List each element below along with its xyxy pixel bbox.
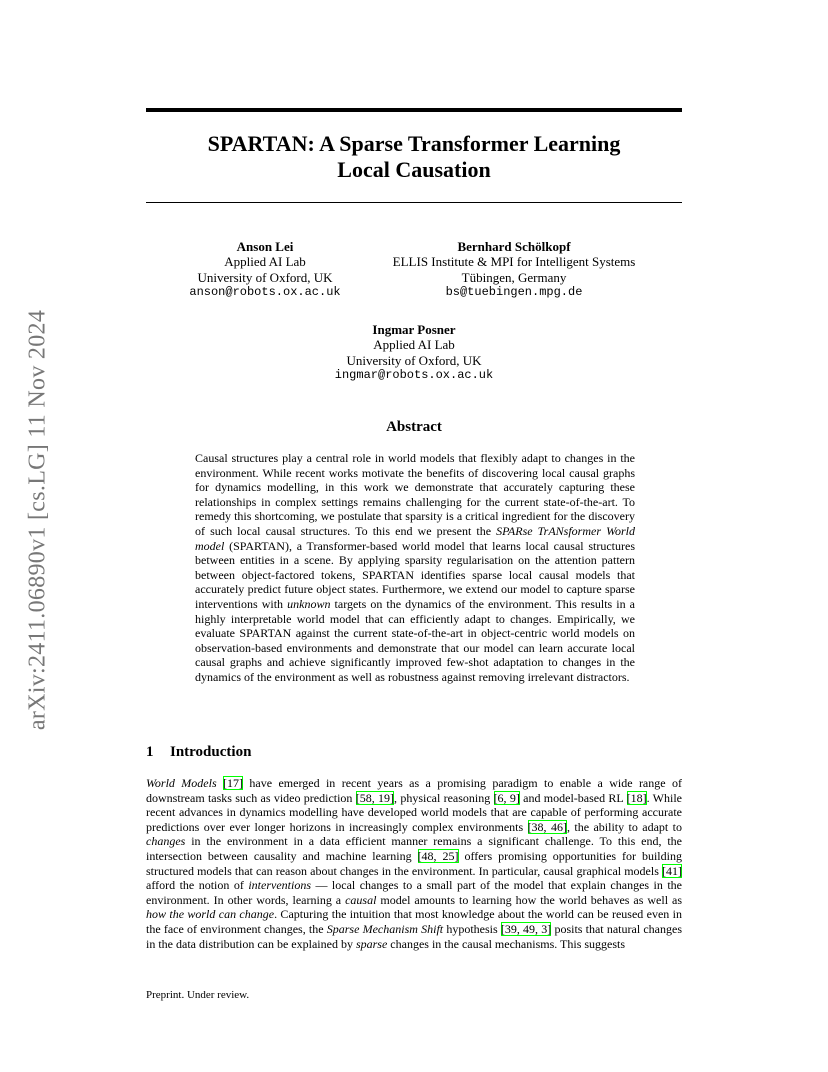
abstract-text: Causal structures play a central role in world models that flexibly adapt to changes in the environment. While recent works motivate the benefits of discovering local causal graphs for dynamics modelling, in this work we demonstrate that accurately capturing these relationships in complex settings remains challenging for the current state-of-the-art. To remedy this shortcoming, we postulate that sparsity is a critical ingredient for the discovery of such local causal structures. To this end we present the bbox=[195, 451, 635, 538]
author-email: ingmar@robots.ox.ac.uk bbox=[334, 367, 494, 382]
intro-text: , the ability to adapt to bbox=[566, 819, 682, 834]
abstract-text: (SPARTAN), a Transformer-based world model that learns local causal structures between entities in a scene. By applying sparsity regularisation on the attention pattern between object-factored tokens, SPARTAN identifies sparse local causal models that accurately predict future object states. Furthermore, we extend our model to capture sparse interventions with bbox=[195, 538, 635, 611]
citation-link[interactable]: [58, 19] bbox=[355, 790, 395, 805]
section-title: Introduction bbox=[170, 744, 252, 760]
author-affiliation: University of Oxford, UK bbox=[197, 269, 333, 285]
intro-emphasis: Sparse Mechanism Shift bbox=[326, 921, 444, 936]
citation-link[interactable]: [6, 9] bbox=[493, 790, 520, 805]
intro-text: have emerged in recent years as a promising paradigm to enable a wide range of downstream tasks such as video prediction bbox=[146, 776, 682, 805]
intro-emphasis: causal bbox=[345, 892, 377, 907]
title-line-2: Local Causation bbox=[337, 157, 491, 182]
author-affiliation: University of Oxford, UK bbox=[346, 352, 482, 368]
intro-text: , physical reasoning bbox=[394, 790, 494, 805]
paper-title bbox=[146, 131, 682, 183]
author-affiliation: Tübingen, Germany bbox=[461, 269, 567, 285]
intro-text: . While recent advances in dynamics modelling have developed world models that are capable of performing accurate predictions over ever longer horizons in increasingly complex environments bbox=[146, 790, 682, 834]
abstract-emphasis: SPARse TrANsformer World model bbox=[195, 523, 635, 553]
author-name: Bernhard Schölkopf bbox=[457, 239, 571, 254]
intro-text: hypothesis bbox=[443, 921, 501, 936]
citation-link[interactable]: [41] bbox=[662, 863, 682, 878]
abstract-heading: Abstract bbox=[386, 419, 442, 435]
section-heading-introduction bbox=[146, 744, 251, 761]
intro-text: and model-based RL bbox=[519, 790, 627, 805]
author-name: Ingmar Posner bbox=[372, 322, 456, 337]
citation-link[interactable]: [39, 49, 3] bbox=[500, 921, 552, 936]
abstract-emphasis: unknown bbox=[287, 596, 331, 611]
abstract-body bbox=[195, 451, 635, 685]
title-line-1: SPARTAN: A Sparse Transformer Learning bbox=[207, 131, 621, 156]
preprint-footer: Preprint. Under review. bbox=[146, 989, 250, 1001]
intro-text: offers promising opportunities for building structured models that can reason about changes in the environment. In particular, causal graphical models bbox=[146, 848, 682, 878]
author-email: anson@robots.ox.ac.uk bbox=[189, 284, 341, 299]
abstract-text: targets on the dynamics of the environment. This results in a highly interpretable world model that can efficiently adapt to changes. Empirically, we evaluate SPARTAN against the current state-of-the-art in object-centric world models on observation-based environments and demonstrate that our model can learn accurate local causal graphs and achieve significantly improved few-shot adaptation to changes in the dynamics of the environment as well as robustness against removing irrelevant distractors. bbox=[195, 596, 635, 684]
intro-emphasis: interventions bbox=[248, 878, 311, 893]
intro-text: changes in the causal mechanisms. This suggests bbox=[387, 936, 626, 951]
author-affiliation: Applied AI Lab bbox=[224, 254, 306, 270]
author-affiliation: ELLIS Institute & MPI for Intelligent Systems bbox=[392, 254, 636, 270]
intro-text: . Capturing the intuition that most knowledge about the world can be reused even in the face of environment changes, the bbox=[146, 907, 682, 936]
arxiv-identifier-stamp: arXiv:2411.06890v1 [cs.LG] 11 Nov 2024 bbox=[24, 309, 51, 731]
author-affiliation: Applied AI Lab bbox=[373, 337, 455, 353]
introduction-paragraph bbox=[146, 776, 682, 951]
citation-link[interactable]: [17] bbox=[223, 776, 244, 790]
author-block-posner bbox=[300, 322, 528, 383]
title-bottom-rule bbox=[146, 202, 682, 203]
section-number: 1 bbox=[146, 744, 154, 760]
intro-text: in the environment in a data efficient manner remains a significant challenge. To this end, the intersection between causality and machine learning bbox=[146, 834, 682, 863]
title-top-rule bbox=[146, 108, 682, 112]
author-name: Anson Lei bbox=[236, 239, 294, 254]
intro-emphasis: sparse bbox=[355, 936, 388, 951]
author-block-scholkopf bbox=[364, 239, 664, 300]
citation-link[interactable]: [18] bbox=[626, 790, 647, 805]
intro-emphasis: how the world can change bbox=[146, 907, 275, 922]
citation-link[interactable]: [38, 46] bbox=[527, 819, 567, 834]
author-block-lei bbox=[170, 239, 360, 300]
author-email: bs@tuebingen.mpg.de bbox=[445, 284, 583, 299]
intro-text: posits that natural changes in the data distribution can be explained by bbox=[146, 921, 682, 951]
intro-text: — local changes to a small part of the model that explain changes in the environment. In other words, learning a bbox=[146, 878, 683, 907]
intro-text: afford the notion of bbox=[146, 878, 249, 893]
intro-emphasis: changes bbox=[146, 834, 186, 849]
intro-emphasis: World Models bbox=[146, 776, 217, 790]
intro-text: model amounts to learning how the world behaves as well as bbox=[376, 892, 683, 907]
citation-link[interactable]: [48, 25] bbox=[417, 848, 459, 863]
